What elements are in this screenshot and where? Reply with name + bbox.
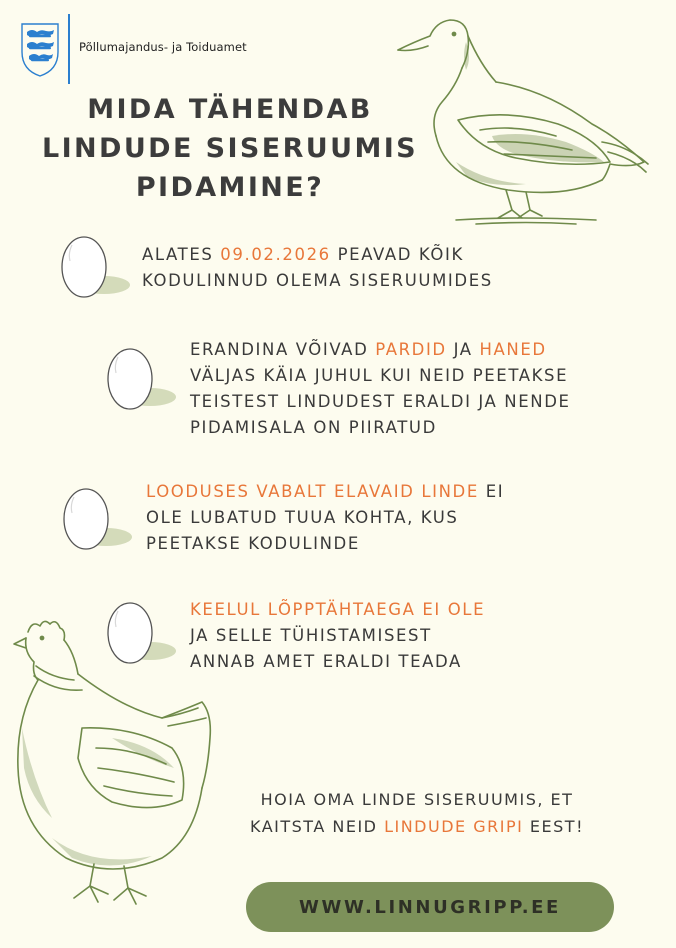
highlighted-text: 09.02.2026 bbox=[220, 245, 331, 264]
text-line bbox=[146, 505, 504, 531]
highlighted-text: KEELUL LÕPPTÄHTAEGA EI OLE bbox=[190, 600, 486, 619]
highlighted-text: LINDUDE GRIPI bbox=[384, 817, 524, 836]
text-segment: EEST! bbox=[523, 817, 584, 836]
text-segment: HOIA OMA LINDE SISERUUMIS, ET bbox=[260, 790, 574, 809]
text-line bbox=[190, 597, 485, 623]
closing-message bbox=[222, 786, 612, 840]
title-line: MIDA TÄHENDAB bbox=[87, 94, 373, 125]
duck-illustration bbox=[396, 12, 652, 226]
text-segment: PEAVAD KÕIK bbox=[330, 245, 464, 264]
text-segment: JA bbox=[446, 340, 480, 359]
highlighted-text: PARDID bbox=[375, 340, 447, 359]
title-line: LINDUDE SISERUUMIS bbox=[41, 133, 419, 164]
text-line bbox=[190, 623, 485, 649]
info-item-indoor-date bbox=[142, 242, 493, 294]
text-line bbox=[190, 389, 571, 415]
egg-icon bbox=[104, 345, 176, 411]
text-segment: VÄLJAS KÄIA JUHUL KUI NEID PEETAKSE bbox=[190, 366, 569, 385]
text-segment: EI bbox=[478, 482, 505, 501]
info-item-no-deadline bbox=[190, 597, 485, 675]
text-line bbox=[142, 268, 493, 294]
title-line: PIDAMINE? bbox=[135, 172, 325, 203]
text-line bbox=[222, 813, 612, 840]
text-line bbox=[190, 415, 571, 441]
logo-divider bbox=[68, 14, 70, 84]
text-segment: OLE LUBATUD TUUA KOHTA, KUS bbox=[146, 508, 459, 527]
highlighted-text: LOODUSES VABALT ELAVAID LINDE bbox=[146, 482, 479, 501]
text-line bbox=[222, 786, 612, 813]
highlighted-text: HANED bbox=[479, 340, 547, 359]
text-line bbox=[190, 649, 485, 675]
text-line bbox=[190, 337, 571, 363]
estonian-coat-of-arms-icon bbox=[20, 22, 60, 78]
text-segment: KODULINNUD OLEMA SISERUUMIDES bbox=[142, 271, 493, 290]
info-item-ducks-geese-exception bbox=[190, 337, 571, 441]
website-link-button[interactable]: WWW.LINNUGRIPP.EE bbox=[246, 882, 614, 932]
text-segment: JA SELLE TÜHISTAMISEST bbox=[190, 626, 432, 645]
text-line bbox=[190, 363, 571, 389]
text-line bbox=[146, 531, 504, 557]
egg-icon bbox=[58, 233, 130, 299]
text-line bbox=[142, 242, 493, 268]
egg-icon bbox=[104, 599, 176, 665]
text-segment: PEETAKSE KODULINDE bbox=[146, 534, 360, 553]
text-segment: KAITSTA NEID bbox=[250, 817, 385, 836]
info-item-wild-birds bbox=[146, 479, 504, 557]
agency-name: Põllumajandus- ja Toiduamet bbox=[79, 40, 247, 54]
text-segment: TEISTEST LINDUDEST ERALDI JA NENDE bbox=[190, 392, 571, 411]
text-segment: ERANDINA VÕIVAD bbox=[190, 340, 376, 359]
egg-icon bbox=[60, 485, 132, 551]
text-line bbox=[146, 479, 504, 505]
text-segment: ALATES bbox=[142, 245, 221, 264]
text-segment: ANNAB AMET ERALDI TEADA bbox=[190, 652, 462, 671]
page-title bbox=[30, 90, 430, 207]
text-segment: PIDAMISALA ON PIIRATUD bbox=[190, 418, 437, 437]
